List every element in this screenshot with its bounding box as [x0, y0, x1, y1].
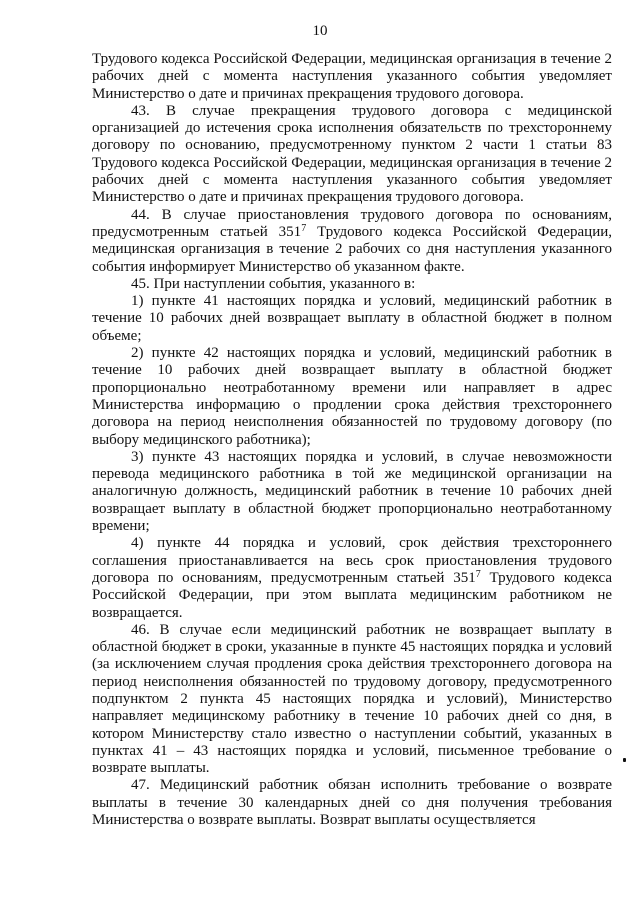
scan-speck: [623, 758, 626, 762]
article-superscript: 7: [475, 568, 481, 580]
paragraph-45-item-3: 3) пункте 43 настоящих порядка и условий, в случае невозможности перевода медицинского работника в той же медицинской организации на аналогичную должность, медицинский работник в течение 10 рабочих дней возвращает выплату в областной бюджет пропорционально неотработанному времени;: [92, 448, 612, 535]
document-body: [92, 51, 612, 829]
paragraph-47: 47. Медицинский работник обязан исполнить требование о возврате выплаты в течение 30 календарных дней со дня получения требования Министерства о возврате выплаты. Возврат выплаты осуществляется: [92, 777, 612, 829]
paragraph-43: 43. В случае прекращения трудового договора с медицинской организацией до истечения срока исполнения обязательств по трехстороннему договору по основанию, предусмотренному пунктом 2 части 1 статьи 83 Трудового кодекса Российской Федерации, медицинская организация в течение 2 рабочих дней с момента наступления указанного события уведомляет Министерство о дате и причинах прекращения трудового договора.: [92, 102, 612, 206]
paragraph-45-item-4: [92, 535, 612, 621]
paragraph-44-text-end: Трудового кодекса Российской Федерации, медицинская организация в течение 2 рабочих со дня наступления указанного события информирует Министерство об указанном факте.: [92, 223, 613, 275]
paragraph-45-item-1: 1) пункте 41 настоящих порядка и условий, медицинский работник в течение 10 рабочих дней возвращает выплату в областной бюджет в полном объеме;: [92, 293, 612, 344]
paragraph-45-item-4-text-end: Трудового кодекса Российской Федерации, при этом выплата медицинским работником не возвращается.: [92, 569, 612, 621]
paragraph-44: [92, 207, 612, 276]
article-superscript: 7: [301, 222, 307, 234]
paragraph-42-continuation: Трудового кодекса Российской Федерации, медицинская организация в течение 2 рабочих дней с момента наступления указанного события уведомляет Министерство о дате и причинах прекращения трудового договора.: [92, 51, 612, 102]
paragraph-44-text-start: 44. В случае приостановления трудового договора по основаниям, предусмотренным статьей 351: [92, 206, 612, 240]
paragraph-45-item-2: 2) пункте 42 настоящих порядка и условий, медицинский работник в течение 10 рабочих дней возвращает выплату в областной бюджет пропорционально неотработанному времени или направляет в адрес Министерства информацию о продлении срока действия трехстороннего договора на период неисполнения обязанностей по трудовому договору (по выбору медицинского работника);: [92, 345, 612, 448]
page-number: 10: [312, 23, 328, 39]
paragraph-45: 45. При наступлении события, указанного в:: [131, 275, 416, 292]
paragraph-45-item-4-text-start: 4) пункте 44 порядка и условий, срок действия трехстороннего соглашения приостанавливается на весь срок приостановления трудового договора по основаниям, предусмотренным статьей 351: [92, 535, 612, 586]
paragraph-46: 46. В случае если медицинский работник не возвращает выплату в областной бюджет в сроки, указанные в пункте 45 настоящих порядка и условий (за исключением случая продления срока действия трехстороннего договора на период неисполнения обязанностей по трудовому договору, предусмотренного подпунктом 2 пункта 45 настоящих порядка и условий), Министерство направляет медицинскому работнику в течение 10 рабочих дней со дня, в котором Министерству стало известно о наступлении событий, указанных в пунктах 41 – 43 настоящих порядка и условий, письменное требование о возврате выплаты.: [92, 621, 612, 777]
